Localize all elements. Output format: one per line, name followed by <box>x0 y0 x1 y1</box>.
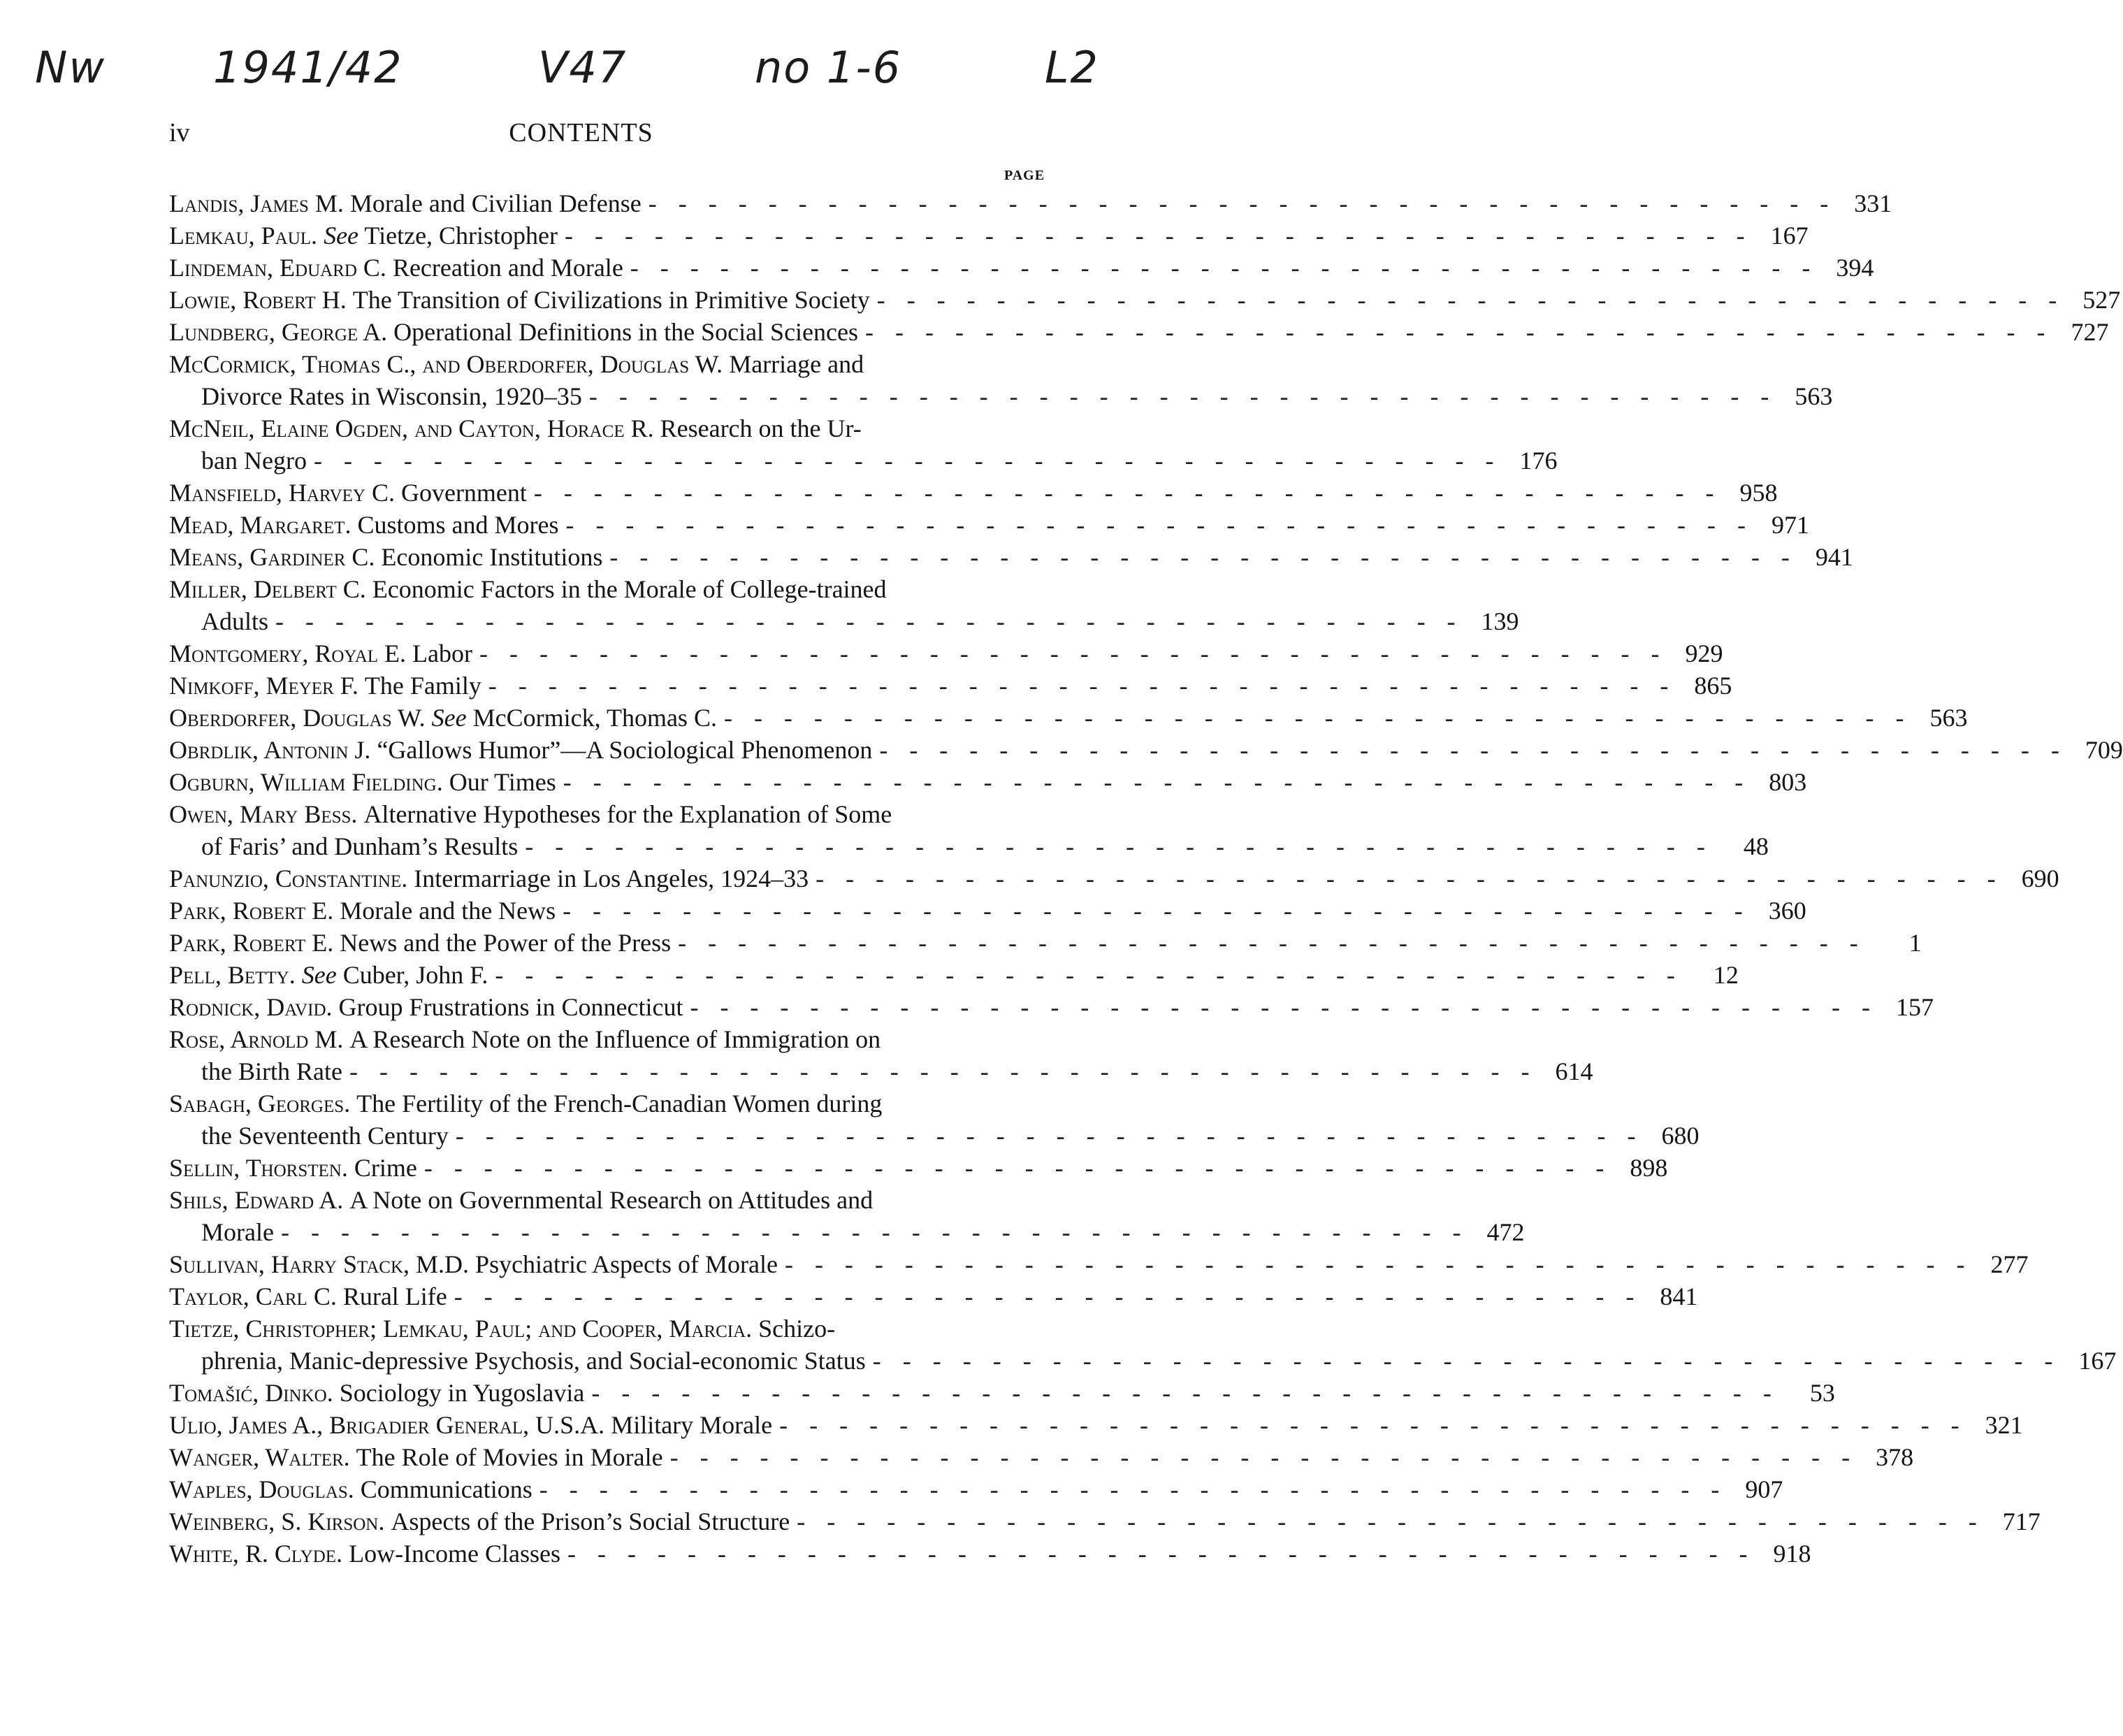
dot-leader: - - - - - - - - - - - - - - - - - - - - - - - - - - - - - - - - - - - - - - - - <box>525 832 1713 860</box>
toc-author: Wanger, Walter. <box>169 1443 350 1471</box>
toc-entry-line <box>169 1023 1048 1055</box>
toc-title-text: See McCormick, Thomas C. <box>431 704 717 732</box>
toc-page-number: 680 <box>1661 1122 1700 1150</box>
toc-author: Lowie, Robert H. <box>169 286 347 314</box>
toc-title-text: Customs and Mores <box>357 511 559 539</box>
dot-leader: - - - - - - - - - - - - - - - - - - - - - - - - - - - - - - - - - - - - - - - - <box>591 1379 1779 1407</box>
toc-author: Ogburn, William Fielding. <box>169 768 443 796</box>
toc-page-number: 472 <box>1486 1218 1525 1246</box>
toc-author: White, R. Clyde. <box>169 1540 343 1568</box>
toc-page-number: 614 <box>1555 1057 1593 1085</box>
dot-leader: - - - - - - - - - - - - - - - - - - - - - - - - - - - - - - - - - - - - - - - - <box>479 639 1667 667</box>
toc-entry <box>169 766 1807 798</box>
toc-title-text: Low-Income Classes <box>349 1540 561 1568</box>
toc-author: Montgomery, Royal E. <box>169 639 407 667</box>
toc-entry-line <box>169 541 1853 573</box>
toc-title-text: Divorce Rates in Wisconsin, 1920–35 <box>201 382 582 410</box>
toc-entry-line <box>169 1216 1525 1248</box>
toc-page-number: 727 <box>2071 318 2109 346</box>
toc-entry-line <box>169 284 2121 316</box>
toc-entry <box>169 1152 1668 1184</box>
toc-entry <box>169 541 1853 573</box>
dot-leader: - - - - - - - - - - - - - - - - - - - - - - - - - - - - - - - - - - - - - - - - <box>275 607 1463 635</box>
handwritten-volume: V47 <box>538 42 628 93</box>
toc-entry-line <box>169 1055 1593 1087</box>
toc-title-text: of Faris’ and Dunham’s Results <box>201 832 519 860</box>
dot-leader: - - - - - - - - - - - - - - - - - - - - - - - - - - - - - - - - - - - - - - - - <box>678 929 1866 957</box>
toc-entry-line <box>169 1184 1048 1216</box>
toc-author: McNeil, Elaine Ogden, and Cayton, Horace R. <box>169 414 654 442</box>
toc-author: Pell, Betty. <box>169 961 296 989</box>
toc-title-text: See Tietze, Christopher <box>324 222 558 249</box>
toc-title-text: Economic Institutions <box>381 543 603 571</box>
toc-author: Lindeman, Eduard C. <box>169 254 386 282</box>
toc-title-text: Sociology in Yugoslavia <box>339 1379 585 1407</box>
toc-entry <box>169 1023 1593 1087</box>
toc-entry <box>169 219 1809 252</box>
toc-author: Panunzio, Constantine. <box>169 865 408 892</box>
toc-entry-line <box>169 1538 1811 1570</box>
dot-leader: - - - - - - - - - - - - - - - - - - - - - - - - - - - - - - - - - - - - - - - - <box>876 286 2065 314</box>
toc-page-number: 157 <box>1895 993 1934 1021</box>
toc-page-number: 563 <box>1929 704 1968 732</box>
toc-page-number: 277 <box>1990 1250 2029 1278</box>
toc-author: Tietze, Christopher; Lemkau, Paul; and Cooper, Marcia. <box>169 1315 753 1343</box>
toc-author: Sellin, Thorsten. <box>169 1154 348 1182</box>
dot-leader: - - - - - - - - - - - - - - - - - - - - - - - - - - - - - - - - - - - - - - - - <box>816 865 2004 892</box>
toc-entry-line <box>169 1441 1914 1473</box>
toc-author: Waples, Douglas. <box>169 1475 354 1503</box>
toc-entry-line <box>169 444 1558 477</box>
dot-leader: - - - - - - - - - - - - - - - - - - - - - - - - - - - - - - - - - - - - - - - - <box>565 511 1753 539</box>
toc-title-text: Morale and the News <box>340 897 556 925</box>
toc-entry-line <box>169 991 1934 1023</box>
toc-page-number: 1 <box>1908 929 1922 957</box>
toc-title-text: “Gallows Humor”—A Sociological Phenomenon <box>377 736 873 764</box>
dot-leader: - - - - - - - - - - - - - - - - - - - - - - - - - - - - - - - - - - - - - - - - <box>879 736 2067 764</box>
toc-entry <box>169 734 2123 766</box>
dot-leader: - - - - - - - - - - - - - - - - - - - - - - - - - - - - - - - - - - - - - - - - <box>313 447 1502 475</box>
toc-page-number: 717 <box>2002 1507 2041 1535</box>
toc-title-text: ban Negro <box>201 447 307 475</box>
toc-entry <box>169 637 1723 670</box>
toc-entry <box>169 1441 1914 1473</box>
toc-author: Means, Gardiner C. <box>169 543 375 571</box>
toc-page-number: 929 <box>1685 639 1723 667</box>
dot-leader: - - - - - - - - - - - - - - - - - - - - - - - - - - - - - - - - - - - - - - - - <box>539 1475 1727 1503</box>
toc-author: Rose, Arnold M. <box>169 1025 344 1053</box>
toc-author: Rodnick, David. <box>169 993 333 1021</box>
toc-entry-line <box>169 573 1048 605</box>
toc-page-number: 53 <box>1809 1379 1835 1407</box>
toc-entry <box>169 252 1874 284</box>
toc-title-text: Rural Life <box>342 1282 447 1310</box>
toc-title-text: News and the Power of the Press <box>340 929 672 957</box>
toc-entry-line <box>169 702 1968 734</box>
toc-title-text: Recreation and Morale <box>392 254 623 282</box>
handwritten-numbers: no 1-6 <box>755 42 902 93</box>
toc-page-number: 865 <box>1694 672 1732 700</box>
toc-title-text: Aspects of the Prison’s Social Structure <box>391 1507 790 1535</box>
dot-leader: - - - - - - - - - - - - - - - - - - - - - - - - - - - - - - - - - - - - - - - - <box>488 672 1676 700</box>
toc-author: Park, Robert E. <box>169 897 334 925</box>
toc-entry-line <box>169 1120 1700 1152</box>
toc-entry-line <box>169 348 1048 380</box>
handwritten-date: 1941/42 <box>213 42 403 93</box>
handwritten-note-right: L2 <box>1045 42 1099 93</box>
toc-title-text: Communications <box>360 1475 532 1503</box>
toc-title-text: Alternative Hypotheses for the Explanation of Some <box>363 800 892 828</box>
toc-entry-line <box>169 187 1892 219</box>
dot-leader: - - - - - - - - - - - - - - - - - - - - - - - - - - - - - - - - - - - - - - - - <box>563 897 1751 925</box>
toc-entry <box>169 1184 1525 1248</box>
toc-entry-line <box>169 1152 1668 1184</box>
toc-author: Mansfield, Harvey C. <box>169 479 395 507</box>
dot-leader: - - - - - - - - - - - - - - - - - - - - - - - - - - - - - - - - - - - - - - - - <box>349 1057 1537 1085</box>
toc-entry <box>169 895 1806 927</box>
toc-entry <box>169 1087 1700 1152</box>
toc-page-number: 139 <box>1481 607 1519 635</box>
toc-page-number: 971 <box>1771 511 1809 539</box>
dot-leader: - - - - - - - - - - - - - - - - - - - - - - - - - - - - - - - - - - - - - - - - <box>630 254 1818 282</box>
toc-author: Sullivan, Harry Stack, M.D. <box>169 1250 470 1278</box>
toc-entry-line <box>169 1505 2041 1538</box>
toc-title-text: Morale and Civilian Defense <box>349 189 642 217</box>
page-column-label: PAGE <box>1004 168 1045 183</box>
toc-entry-line <box>169 316 2109 348</box>
toc-page-number: 12 <box>1713 961 1739 989</box>
toc-entry <box>169 1248 2029 1280</box>
toc-page-number: 167 <box>2078 1347 2117 1375</box>
toc-author: Oberdorfer, Douglas W. <box>169 704 426 732</box>
toc-entry-line <box>169 477 1778 509</box>
toc-title-text: the Birth Rate <box>201 1057 342 1085</box>
toc-page-number: 918 <box>1773 1540 1811 1568</box>
toc-entry-line <box>169 1248 2029 1280</box>
toc-author: Ulio, James A., Brigadier General, U.S.A. <box>169 1411 605 1439</box>
toc-entry <box>169 477 1778 509</box>
toc-page-number: 176 <box>1519 447 1558 475</box>
toc-entry-line <box>169 1312 1048 1345</box>
toc-author: Owen, Mary Bess. <box>169 800 358 828</box>
dot-leader: - - - - - - - - - - - - - - - - - - - - - - - - - - - - - - - - - - - - - - - - <box>565 222 1753 249</box>
toc-entry <box>169 959 1739 991</box>
dot-leader: - - - - - - - - - - - - - - - - - - - - - - - - - - - - - - - - - - - - - - - - <box>690 993 1878 1021</box>
toc-author: Lemkau, Paul. <box>169 222 318 249</box>
toc-title-text: Government <box>400 479 527 507</box>
page-number: iv <box>169 118 190 147</box>
toc-title-text: Psychiatric Aspects of Morale <box>475 1250 778 1278</box>
toc-author: Landis, James M. <box>169 189 344 217</box>
toc-entry-line <box>169 1280 1698 1312</box>
toc-page-number: 321 <box>1985 1411 2023 1439</box>
toc-page-number: 907 <box>1745 1475 1783 1503</box>
toc-entry <box>169 316 2109 348</box>
contents-list <box>169 187 2123 1570</box>
toc-page-number: 709 <box>2085 736 2123 764</box>
toc-page-number: 48 <box>1743 832 1769 860</box>
toc-title-text: Morale <box>201 1218 274 1246</box>
toc-entry-line <box>169 927 1922 959</box>
toc-entry-line <box>169 252 1874 284</box>
dot-leader: - - - - - - - - - - - - - - - - - - - - - - - - - - - - - - - - - - - - - - - - <box>563 768 1751 796</box>
toc-page-number: 941 <box>1815 543 1853 571</box>
toc-page-number: 898 <box>1630 1154 1668 1182</box>
toc-entry-line <box>169 830 1769 862</box>
toc-entry-line <box>169 1345 2117 1377</box>
toc-entry <box>169 862 2059 895</box>
toc-page-number: 563 <box>1795 382 1833 410</box>
toc-entry-line <box>169 380 1833 412</box>
toc-entry <box>169 187 1892 219</box>
toc-title-text: Economic Factors in the Morale of College-trained <box>372 575 887 603</box>
dot-leader: - - - - - - - - - - - - - - - - - - - - - - - - - - - - - - - - - - - - - - - - <box>779 1411 1967 1439</box>
toc-entry <box>169 798 1769 862</box>
toc-page-number: 331 <box>1854 189 1892 217</box>
toc-page-number: 394 <box>1836 254 1874 282</box>
toc-title-text: Research on the Ur- <box>660 414 862 442</box>
toc-title-text: Military Morale <box>611 1411 773 1439</box>
toc-title-text: the Seventeenth Century <box>201 1122 449 1150</box>
toc-author: Obrdlik, Antonin J. <box>169 736 371 764</box>
toc-entry-line <box>169 1473 1783 1505</box>
dot-leader: - - - - - - - - - - - - - - - - - - - - - - - - - - - - - - - - - - - - - - - - <box>423 1154 1612 1182</box>
toc-entry-line <box>169 895 1806 927</box>
toc-entry <box>169 927 1922 959</box>
toc-page-number: 167 <box>1770 222 1809 249</box>
toc-entry-line <box>169 1409 2023 1441</box>
toc-author: Lundberg, George A. <box>169 318 388 346</box>
toc-author: Park, Robert E. <box>169 929 334 957</box>
toc-author: Mead, Margaret. <box>169 511 352 539</box>
toc-author: Tomašić, Dinko. <box>169 1379 333 1407</box>
toc-title-text: Schizo- <box>758 1315 836 1343</box>
toc-author: Shils, Edward A. <box>169 1186 344 1214</box>
dot-leader: - - - - - - - - - - - - - - - - - - - - - - - - - - - - - - - - - - - - - - - - <box>723 704 1912 732</box>
toc-title-text: A Research Note on the Influence of Immigration on <box>349 1025 881 1053</box>
toc-title-text: Crime <box>354 1154 417 1182</box>
toc-author: Nimkoff, Meyer F. <box>169 672 358 700</box>
toc-title-text: The Transition of Civilizations in Primitive Society <box>352 286 870 314</box>
toc-entry <box>169 573 1519 637</box>
toc-entry <box>169 509 1809 541</box>
toc-title-text: The Role of Movies in Morale <box>356 1443 663 1471</box>
dot-leader: - - - - - - - - - - - - - - - - - - - - - - - - - - - - - - - - - - - - - - - - <box>609 543 1797 571</box>
toc-title-text: The Fertility of the French-Canadian Women during <box>356 1090 883 1117</box>
toc-page-number: 841 <box>1660 1282 1698 1310</box>
toc-entry <box>169 991 1934 1023</box>
toc-entry-line <box>169 1377 1835 1409</box>
toc-title-text: Operational Definitions in the Social Sciences <box>393 318 858 346</box>
dot-leader: - - - - - - - - - - - - - - - - - - - - - - - - - - - - - - - - - - - - - - - - <box>784 1250 1973 1278</box>
toc-entry-line <box>169 766 1807 798</box>
toc-entry <box>169 670 1732 702</box>
toc-entry <box>169 1473 1783 1505</box>
toc-title-text: Adults <box>201 607 269 635</box>
toc-author: Weinberg, S. Kirson. <box>169 1507 385 1535</box>
dot-leader: - - - - - - - - - - - - - - - - - - - - - - - - - - - - - - - - - - - - - - - - <box>454 1282 1642 1310</box>
toc-title-text: The Family <box>364 672 481 700</box>
toc-title-text: See Cuber, John F. <box>301 961 488 989</box>
toc-entry-line <box>169 605 1519 637</box>
toc-entry <box>169 348 1833 412</box>
toc-title-text: Marriage and <box>729 350 864 378</box>
dot-leader: - - - - - - - - - - - - - - - - - - - - - - - - - - - - - - - - - - - - - - - - <box>588 382 1777 410</box>
toc-title-text: Labor <box>412 639 472 667</box>
toc-entry <box>169 412 1558 477</box>
page-title: CONTENTS <box>509 118 653 147</box>
toc-author: Taylor, Carl C. <box>169 1282 337 1310</box>
dot-leader: - - - - - - - - - - - - - - - - - - - - - - - - - - - - - - - - - - - - - - - - <box>669 1443 1858 1471</box>
toc-entry <box>169 1312 2117 1377</box>
toc-title-text: Intermarriage in Los Angeles, 1924–33 <box>414 865 809 892</box>
toc-title-text: phrenia, Manic-depressive Psychosis, and Social-economic Status <box>201 1347 866 1375</box>
dot-leader: - - - - - - - - - - - - - - - - - - - - - - - - - - - - - - - - - - - - - - - - <box>648 189 1836 217</box>
dot-leader: - - - - - - - - - - - - - - - - - - - - - - - - - - - - - - - - - - - - - - - - <box>865 318 2053 346</box>
toc-page-number: 690 <box>2021 865 2059 892</box>
toc-entry-line <box>169 219 1809 252</box>
dot-leader: - - - - - - - - - - - - - - - - - - - - - - - - - - - - - - - - - - - - - - - - <box>280 1218 1469 1246</box>
toc-entry <box>169 702 1968 734</box>
toc-entry-line <box>169 412 1048 444</box>
toc-entry-line <box>169 798 1048 830</box>
toc-page-number: 378 <box>1876 1443 1914 1471</box>
toc-page-number: 958 <box>1739 479 1778 507</box>
toc-entry <box>169 284 2121 316</box>
toc-entry-line <box>169 509 1809 541</box>
toc-page-number: 527 <box>2082 286 2121 314</box>
dot-leader: - - - - - - - - - - - - - - - - - - - - - - - - - - - - - - - - - - - - - - - - <box>567 1540 1755 1568</box>
toc-entry <box>169 1377 1835 1409</box>
toc-page-number: 360 <box>1768 897 1806 925</box>
dot-leader: - - - - - - - - - - - - - - - - - - - - - - - - - - - - - - - - - - - - - - - - <box>495 961 1683 989</box>
toc-title-text: Our Times <box>449 768 556 796</box>
toc-author: McCormick, Thomas C., and Oberdorfer, Douglas W. <box>169 350 723 378</box>
toc-title-text: A Note on Governmental Research on Attitudes and <box>349 1186 874 1214</box>
dot-leader: - - - - - - - - - - - - - - - - - - - - - - - - - - - - - - - - - - - - - - - - <box>533 479 1722 507</box>
toc-entry <box>169 1409 2023 1441</box>
toc-entry-line <box>169 734 2123 766</box>
dot-leader: - - - - - - - - - - - - - - - - - - - - - - - - - - - - - - - - - - - - - - - - <box>797 1507 1985 1535</box>
toc-entry-line <box>169 1087 1048 1120</box>
toc-entry <box>169 1538 1811 1570</box>
handwritten-note-left: Nw <box>35 42 106 93</box>
toc-page-number: 803 <box>1769 768 1807 796</box>
dot-leader: - - - - - - - - - - - - - - - - - - - - - - - - - - - - - - - - - - - - - - - - <box>872 1347 2061 1375</box>
toc-title-text: Group Frustrations in Connecticut <box>338 993 683 1021</box>
toc-entry-line <box>169 670 1732 702</box>
toc-entry-line <box>169 959 1739 991</box>
toc-entry-line <box>169 637 1723 670</box>
toc-entry-line <box>169 862 2059 895</box>
dot-leader: - - - - - - - - - - - - - - - - - - - - - - - - - - - - - - - - - - - - - - - - <box>455 1122 1644 1150</box>
toc-author: Miller, Delbert C. <box>169 575 366 603</box>
toc-entry <box>169 1280 1698 1312</box>
toc-author: Sabagh, Georges. <box>169 1090 351 1117</box>
toc-entry <box>169 1505 2041 1538</box>
